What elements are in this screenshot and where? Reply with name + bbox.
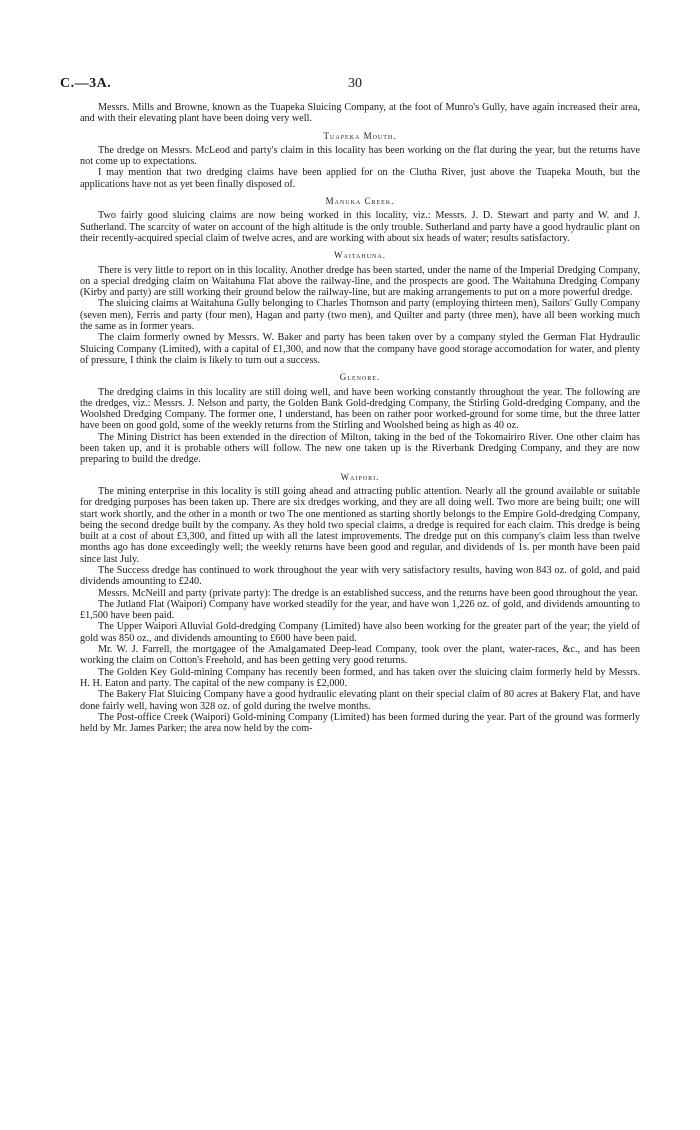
section bbox=[80, 372, 640, 465]
paragraph: The sluicing claims at Waitahuna Gully belonging to Charles Thomson and party (employing thirteen men), Sailors' Gully Company (seven men), Ferris and party (four men), Hagan and party (two men), and Quilter and party (three men), have all been working much the same as in former years. bbox=[80, 298, 640, 333]
paragraph: I may mention that two dredging claims have been applied for on the Clutha River, just above the Tuapeka Mouth, but the applications have not as yet been finally disposed of. bbox=[80, 167, 640, 190]
paragraph: The Jutland Flat (Waipori) Company have worked steadily for the year, and have won 1,226 oz. of gold, and dividends amounting to £1,500 have been paid. bbox=[80, 598, 640, 622]
page-number: 30 bbox=[348, 76, 362, 91]
paragraph: The Post-office Creek (Waipori) Gold-mining Company (Limited) has been formed during the year. Part of the ground was formerly held by Mr. James Parker; the area now held by the com- bbox=[80, 711, 640, 735]
paragraph: The Golden Key Gold-mining Company has recently been formed, and has taken over the sluicing claim formerly held by Messrs. H. H. Eaton and party. The capital of the new company is £2,000. bbox=[80, 666, 640, 689]
page-header bbox=[60, 76, 650, 96]
section bbox=[80, 250, 640, 366]
section-heading: Glenore. bbox=[339, 372, 381, 383]
document-reference: C.—3A. bbox=[60, 76, 112, 91]
section bbox=[80, 131, 640, 190]
section-heading: Manuka Creek. bbox=[325, 196, 395, 207]
section-heading: Tuapeka Mouth. bbox=[323, 130, 397, 141]
section-heading: Waitahuna. bbox=[334, 250, 386, 261]
section bbox=[80, 102, 640, 125]
section bbox=[80, 472, 640, 735]
paragraph: Two fairly good sluicing claims are now being worked in this locality, viz.: Messrs. J. D. Stewart and party and W. and J. Sutherland. The scarcity of water on account of the high altitude is the only trouble. Sutherland and party have a good hydraulic plant on their recently-acquired special claim of twelve acres, and are working with about six heads of water; results satisfactory. bbox=[80, 210, 640, 244]
paragraph: The Upper Waipori Alluvial Gold-dredging Company (Limited) have also been working for the greater part of the year; the yield of gold was 850 oz., and dividends amounting to £600 have been paid. bbox=[80, 621, 640, 644]
paragraph: The claim formerly owned by Messrs. W. Baker and party has been taken over by a company styled the German Flat Hydraulic Sluicing Company (Limited), with a capital of £1,300, and now that the company have good storage accomodation for water, and plenty of pressure, I think the claim is likely to turn out a success. bbox=[80, 332, 640, 366]
paragraph: The Mining District has been extended in the direction of Milton, taking in the bed of the Tokomairiro River. One other claim has been taken up, and it is probable others will follow. The new one taken up is the Riverbank Dredging Company, and they are now preparing to build the dredge. bbox=[80, 431, 640, 466]
paragraph: The dredging claims in this locality are still doing well, and have been working constantly throughout the year. The following are the dredges, viz.: Messrs. J. Nelson and party, the Golden Bank Gold-dredging Company, the Stirling Gold-dredging Company, and the Woolshed Dredging Company. The former one, I understand, has been on rather poor worked-ground for some time, but the three latter have been on good gold, some of the weekly returns from the Stirling and Woolshed being as high as 40 oz. bbox=[80, 386, 640, 432]
paragraph: The dredge on Messrs. McLeod and party's claim in this locality has been working on the flat during the year, but the returns have not come up to expectations. bbox=[80, 144, 640, 168]
paragraph: The Bakery Flat Sluicing Company have a good hydraulic elevating plant on their special claim of 80 acres at Bakery Flat, and have done fairly well, having won 328 oz. of gold during the twelve months. bbox=[80, 689, 640, 712]
body-text bbox=[80, 102, 640, 734]
paragraph: The mining enterprise in this locality is still going ahead and attracting public attention. Nearly all the ground available or suitable for dredging purposes has been taken up. There are six dredges working, and they are all doing well. Two more are being built; one will start work shortly, and the other in a month or two The one mentioned as starting shortly belongs to the Empire Gold-dredging Company, being the second dredge built by the company. As they hold two special claims, a dredge is required for each claim. This dredge is being built at a cost of about £3,300, and fitted up with all the latest improvements. The dredge put on this company's claim less than twelve months ago has done exceedingly well; the weekly returns have been good and regular, and dividends of 1s. per month have been paid since last July. bbox=[80, 485, 640, 565]
section-heading: Waipori. bbox=[340, 471, 380, 482]
paragraph: Mr. W. J. Farrell, the mortgagee of the Amalgamated Deep-lead Company, took over the plant, water-races, &c., and has been working the claim on Cotton's Freehold, and has been getting very good returns. bbox=[80, 644, 640, 667]
paragraph: There is very little to report on in this locality. Another dredge has been started, under the name of the Imperial Dredging Company, on a special dredging claim on Waitahuna Flat above the railway-line, and the prospects are good. The Waitahuna Dredging Company (Kirby and party) are still working their ground below the railway-line, but are making arrangements to put on a more powerful dredge. bbox=[80, 264, 640, 299]
paragraph: The Success dredge has continued to work throughout the year with very satisfactory results, having won 843 oz. of gold, and paid dividends amounting to £240. bbox=[80, 564, 640, 588]
paragraph: Messrs. McNeill and party (private party): The dredge is an established success, and the returns have been good throughout the year. bbox=[98, 587, 638, 599]
paragraph: Messrs. Mills and Browne, known as the Tuapeka Sluicing Company, at the foot of Munro's Gully, have again increased their area, and with their elevating plant have been doing very well. bbox=[80, 102, 640, 125]
section bbox=[80, 196, 640, 244]
